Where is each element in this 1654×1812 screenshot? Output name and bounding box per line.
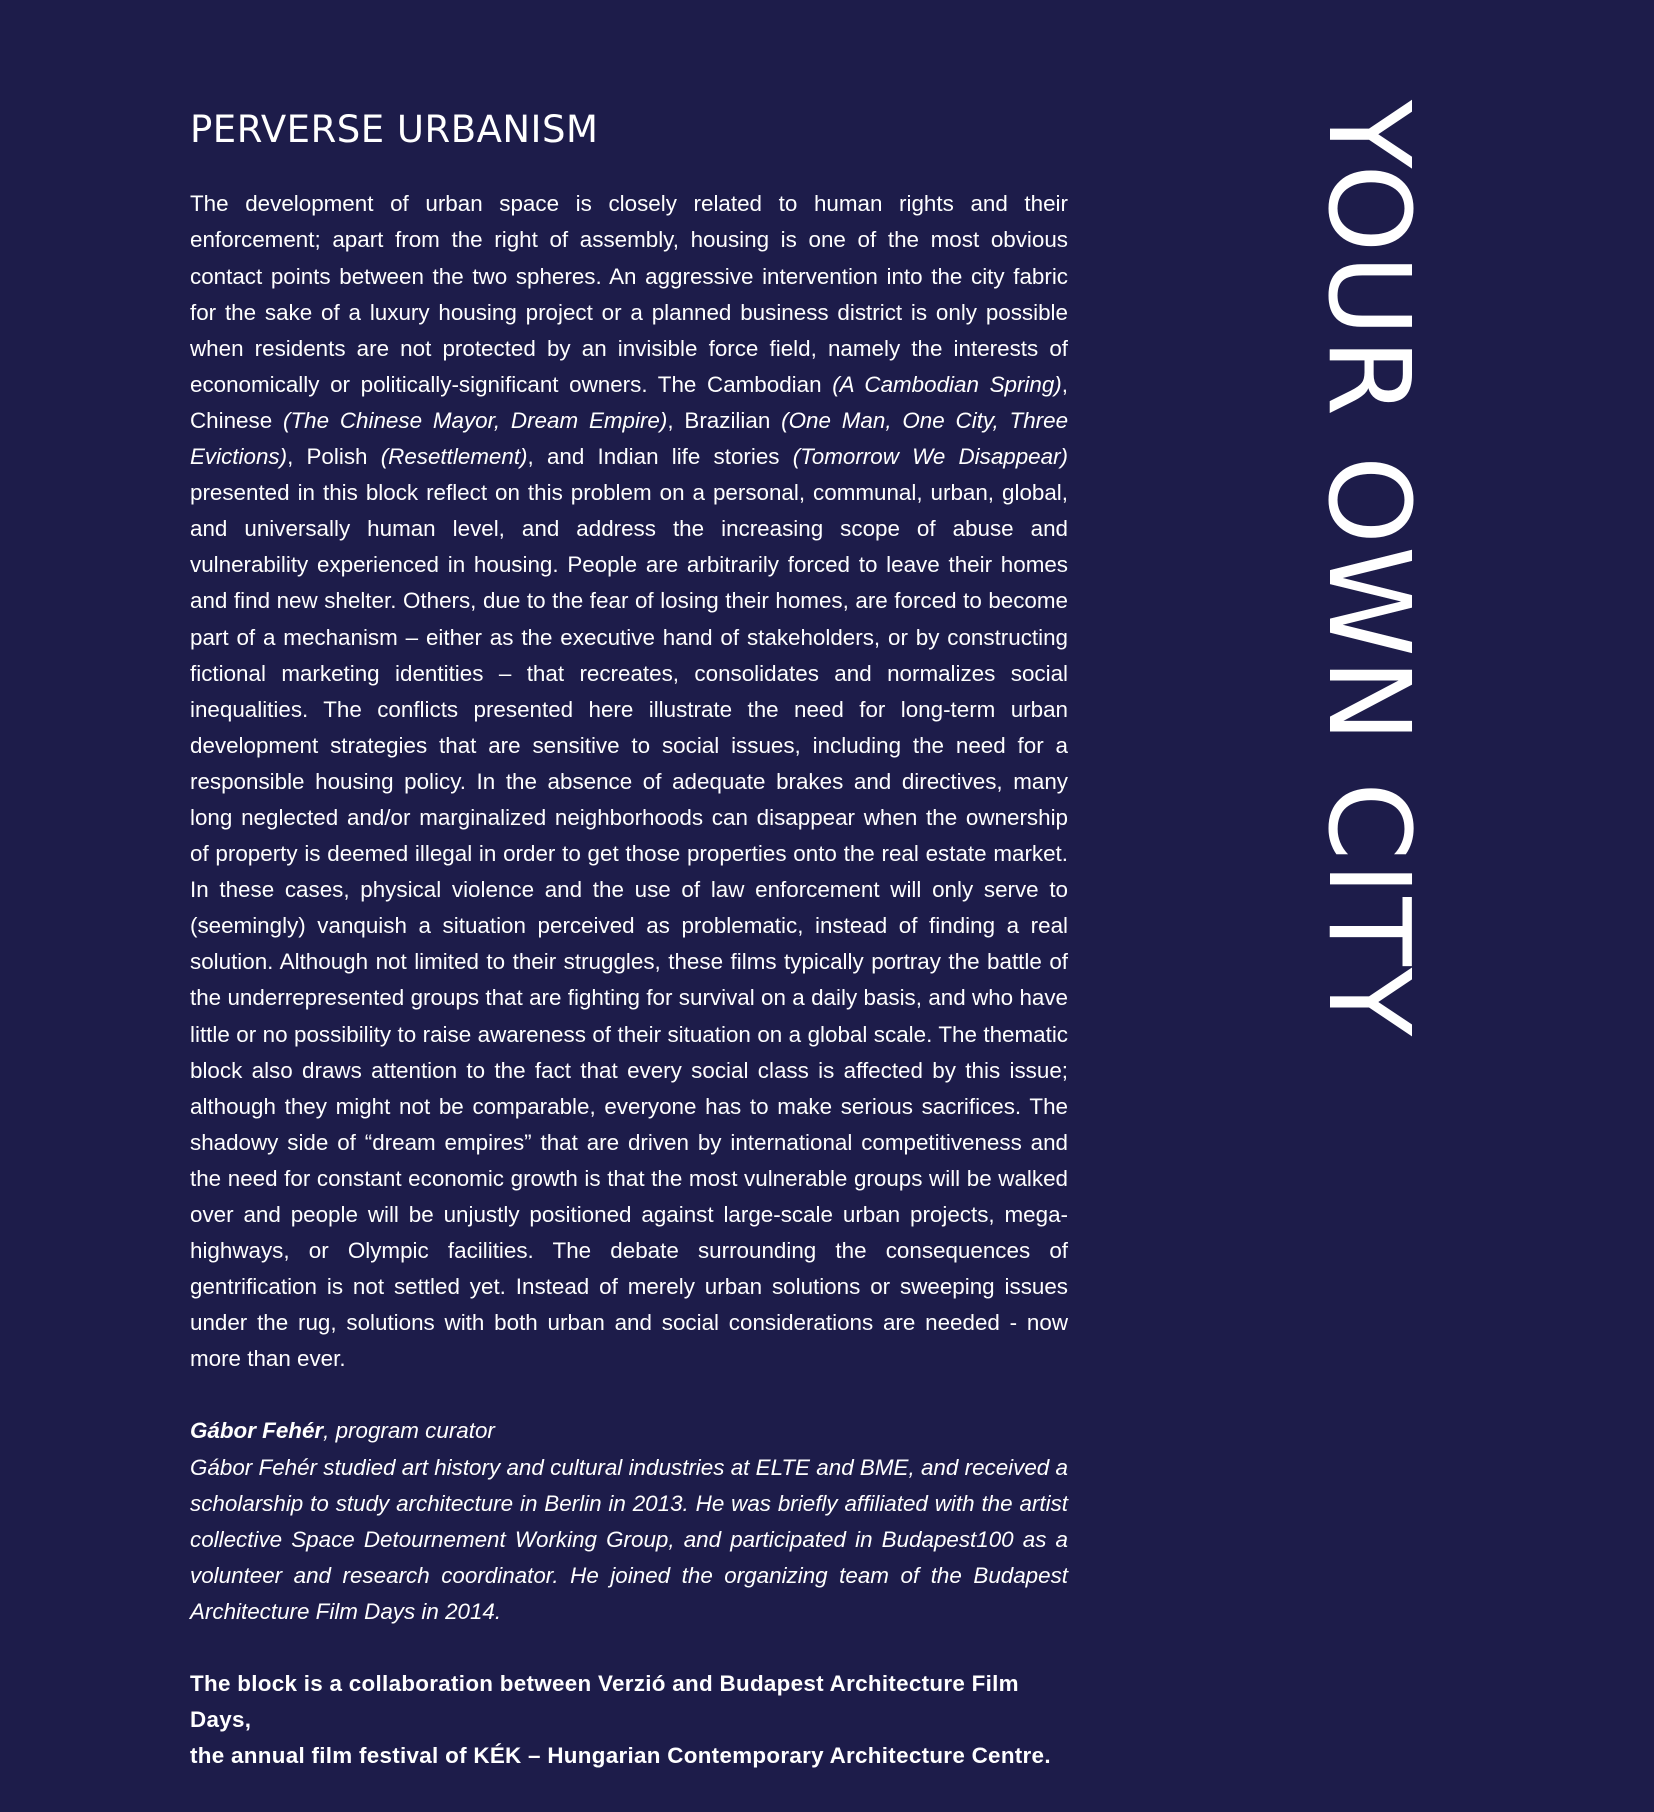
body-segment: The development of urban space is closely related to human rights and their enforcement; apart from the right of assembly, housing is one of the most obvious contact points between the two spheres. An aggressive intervention into the city fabric for the sake of a luxury housing project or a planned business district is only possible when residents are not protected by an invisible force field, namely the interests of economically or politically-significant owners. The Cambodian [190,191,1068,397]
body-segment: , Brazilian [667,407,782,433]
curator-note [190,1413,1068,1630]
film-title: (Resettlement) [380,444,528,470]
body-segment: presented in this block reflect on this problem on a personal, communal, urban, global, and universally human level, and address the increasing scope of abuse and vulnerability experienced in housing. People are arbitrarily forced to leave their homes and find new shelter. Others, due to the fear of losing their homes, are forced to become part of a mechanism – either as the executive hand of stakeholders, or by constructing fictional marketing identities – that recreates, consolidates and normalizes social inequalities. The conflicts presented here illustrate the need for long-term urban development strategies that are sensitive to social issues, including the need for a responsible housing policy. In the absence of adequate brakes and directives, many long neglected and/or marginalized neighborhoods can disappear when the ownership of property is deemed illegal in order to get those properties onto the real estate market. In these cases, physical violence and the use of law enforcement will only serve to (seemingly) vanquish a situation perceived as problematic, instead of finding a real solution. Although not limited to their struggles, these films typically portray the battle of the underrepresented groups that are fighting for survival on a daily basis, and who have little or no possibility to raise awareness of their situation on a global scale. The thematic block also draws attention to the fact that every social class is affected by this issue; although they might not be comparable, everyone has to make serious sacrifices. The shadowy side of “dream empires” that are driven by international competitiveness and the need for constant economic growth is that the most vulnerable groups will be walked over and people will be unjustly positioned against large-scale urban projects, mega-highways, or Olympic facilities. The debate surrounding the consequences of gentrification is not settled yet. Instead of merely urban solutions or sweeping issues under the rug, solutions with both urban and social considerations are needed - now more than ever. [190,480,1068,1372]
vertical-section-title: YOUR OWN CITY [1303,100,1433,1039]
film-title: (Tomorrow We Disappear) [792,444,1068,470]
body-segment: , Polish [287,444,381,470]
collaboration-line-2: the annual film festival of KÉK – Hungarian Contemporary Architecture Centre. [190,1743,1051,1769]
section-heading: PERVERSE URBANISM [190,108,599,151]
article-column [190,108,1068,1774]
film-title: (The Chinese Mayor, Dream Empire) [283,407,668,433]
body-segment: , and Indian life stories [527,444,793,470]
collaboration-line-1: The block is a collaboration between Verzió and Budapest Architecture Film Days, [190,1671,1019,1733]
collaboration-note [190,1666,1068,1774]
curator-bio: Gábor Fehér studied art history and cultural industries at ELTE and BME, and received a scholarship to study architecture in Berlin in 2013. He was briefly affiliated with the artist collective Space Detournement Working Group, and participated in Budapest100 as a volunteer and research coordinator. He joined the organizing team of the Budapest Architecture Film Days in 2014. [190,1454,1068,1624]
article-body [190,186,1068,1377]
curator-role: , program curator [323,1418,495,1444]
body-segment: , Chinese [190,371,1068,433]
film-title: (One Man, One City, Three Evictions) [190,407,1069,470]
film-title: (A Cambodian Spring) [832,371,1062,397]
curator-name: Gábor Fehér [190,1418,324,1444]
